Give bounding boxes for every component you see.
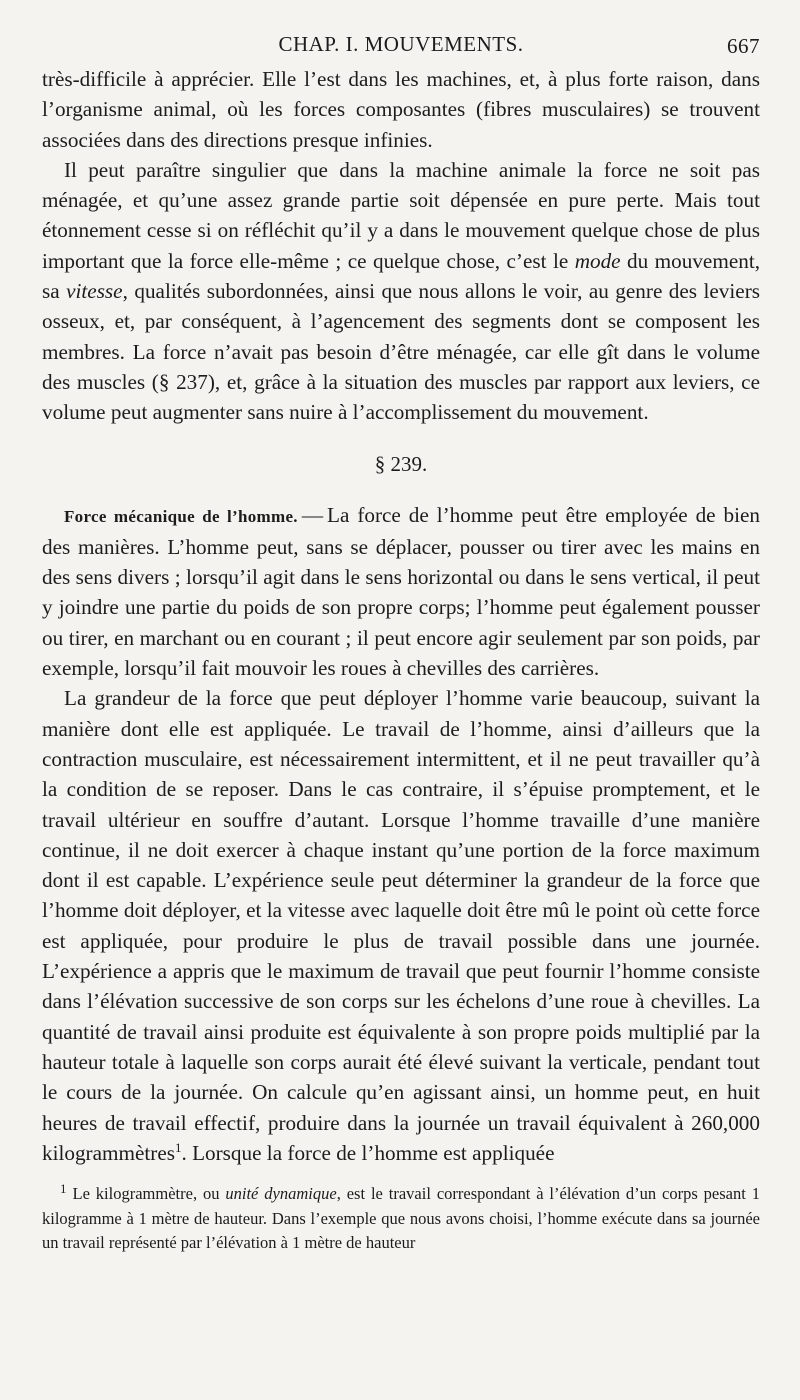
em-dash: —: [301, 502, 324, 527]
italic-term: unité dynamique: [225, 1184, 337, 1204]
footnote: [42, 1182, 760, 1256]
footnotes: [42, 1182, 760, 1256]
text-run: Il peut paraître singulier que dans la machine animale la force ne soit pas ménagée, et qu’une assez grande partie soit dépensée en pure perte. Mais tout étonnement cesse si on réfléchit qu’il y a dans le mouvement quelque chose de plus important que la force elle-même ; ce quelque chose, c’est le: [42, 157, 760, 273]
italic-term: vitesse: [66, 279, 123, 304]
text-run: . Lorsque la force de l’homme est appliquée: [181, 1140, 555, 1165]
paragraph: [42, 683, 760, 1168]
running-head: [42, 30, 760, 64]
chapter-title: CHAP. I. MOUVEMENTS.: [278, 32, 524, 56]
footnote-number: 1: [60, 1180, 67, 1196]
footnote-reference[interactable]: 1: [174, 1139, 182, 1155]
section-heading: § 239.: [374, 451, 428, 476]
paragraph-lead-heading: Force mécanique de l’homme.: [64, 506, 298, 526]
italic-term: mode: [574, 248, 621, 273]
text-run: , qualités subordonnées, ainsi que nous allons le voir, au genre des leviers osseux, et, par conséquent, à l’agencement des segments dont se composent les membres. La force n’avait pas besoin d’être ménagée, car elle gît dans le volume des muscles (§ 237), et, grâce à la situation des muscles par rapport aux leviers, ce volume peut augmenter sans nuire à l’accomplissement du mouvement.: [42, 279, 760, 425]
text-run: du mouvement, sa: [42, 248, 761, 304]
paragraph: très-difficile à apprécier. Elle l’est dans les machines, et, à plus forte raison, dans l’organisme animal, où les forces composantes (fibres musculaires) se trouvent associées dans des directions presque infinies.: [42, 67, 760, 152]
page-number: 667: [727, 34, 760, 58]
text-run: La force de l’homme peut être employée de bien des manières. L’homme peut, sans se déplacer, pousser ou tirer avec les mains en des sens divers ; lorsqu’il agit dans le sens horizontal ou dans le sens vertical, il peut y joindre une partie du poids de son propre corps; l’homme peut également pousser ou tirer, en marchant ou en courant ; il peut encore agir seulement par son poids, par exemple, lorsqu’il fait mouvoir les roues à chevilles des carrières.: [42, 502, 760, 681]
body-text: [42, 64, 760, 1168]
text-run: , est le travail correspondant à l’élévation d’un corps pesant 1 kilogramme à 1 mètre de hauteur. Dans l’exemple que nous avons choisi, l’homme exécute dans sa journée un travail représenté par l’élévation à 1 mètre de hauteur: [42, 1184, 760, 1253]
text-run: Le kilogrammètre, ou: [72, 1184, 226, 1204]
paragraph: [42, 500, 760, 684]
paragraph: [42, 155, 760, 428]
text-run: La grandeur de la force que peut déployer l’homme varie beaucoup, suivant la manière dont elle est appliquée. Le travail de l’homme, ainsi d’ailleurs que la contraction musculaire, est nécessairement intermittent, et il ne peut travailler qu’à la condition de se reposer. Dans le cas contraire, il s’épuise promptement, et le travail ultérieur en souffre d’autant. Lorsque l’homme travaille d’une manière continue, il ne doit exercer à chaque instant qu’une portion de la force maximum dont il est capable. L’expérience seule peut déterminer la grandeur de la force que l’homme doit déployer, et la vitesse avec laquelle doit être mû le point où cette force est appliquée, pour produire le plus de travail possible dans une journée. L’expérience a appris que le maximum de travail que peut fournir l’homme consiste dans l’élévation successive de son corps sur les échelons d’une roue à chevilles. La quantité de travail ainsi produite est équivalente à son propre poids multiplié par la hauteur totale à laquelle son corps aurait été élevé suivant la verticale, pendant tout le cours de la journée. On calcule qu’en agissant ainsi, un homme peut, en huit heures de travail effectif, produire dans la journée un travail équivalent à 260,000 kilogrammètres: [42, 686, 760, 1165]
